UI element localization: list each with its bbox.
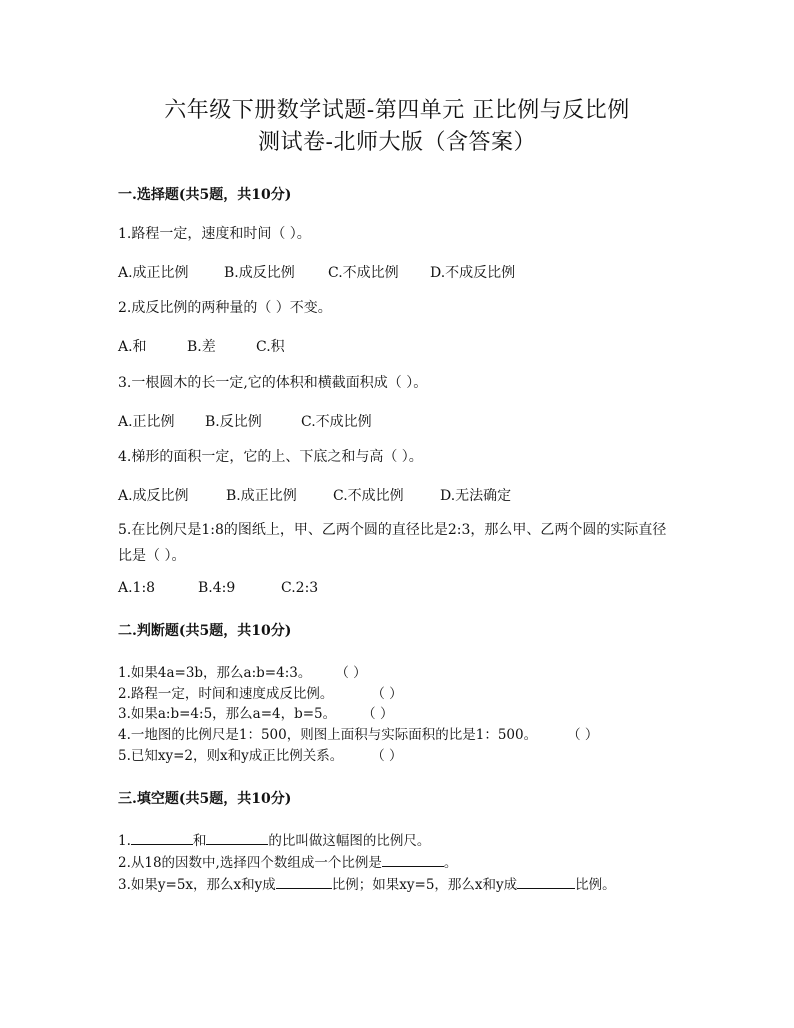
answer-paren: （ ） (362, 706, 394, 722)
judge-text: 1.如果4a=3b，那么a:b=4:3。 (118, 665, 312, 681)
judge-text: 4.一地图的比例尺是1：500，则图上面积与实际面积的比是1：500。 (118, 727, 538, 743)
judge-text: 2.路程一定，时间和速度成反比例。 (118, 686, 334, 702)
question-3-options (118, 411, 372, 431)
answer-blank (382, 852, 444, 867)
option: A.正比例 (118, 414, 175, 430)
judge-item-3 (118, 702, 393, 722)
question-5: 5.在比例尺是1:8的图纸上，甲、乙两个圆的直径比是2:3，那么甲、乙两个圆的实际直径比是（ ）。 (118, 522, 667, 564)
fill-text: 。 (443, 855, 458, 871)
answer-blank (276, 874, 332, 889)
option: D.不成反比例 (430, 265, 516, 281)
answer-blank (131, 830, 193, 845)
fill-text: 3.如果y=5x，那么x和y成 (118, 877, 276, 893)
question-2-options (118, 336, 285, 356)
option: C.2:3 (281, 580, 319, 596)
option: B.成反比例 (224, 265, 295, 281)
answer-paren: （ ） (371, 686, 403, 702)
answer-paren: （ ） (567, 727, 599, 743)
judge-text: 3.如果a:b=4:5，那么a=4，b=5。 (118, 706, 337, 722)
fill-text: 和 (192, 833, 207, 849)
section-heading-fill: 三.填空题(共5题，共10分) (118, 791, 292, 807)
judge-item-2 (118, 682, 403, 702)
title-line-1: 六年级下册数学试题-第四单元 正比例与反比例 (164, 98, 630, 123)
option: C.不成比例 (333, 488, 404, 504)
fill-text: 2.从18的因数中,选择四个数组成一个比例是 (118, 855, 382, 871)
fill-num: 1. (118, 833, 131, 849)
fill-item-2 (118, 851, 457, 871)
judge-item-1 (118, 661, 367, 681)
answer-paren: （ ） (371, 748, 403, 764)
option: B.反比例 (205, 414, 262, 430)
question-1: 1.路程一定，速度和时间（ ）。 (118, 226, 311, 242)
option: A.和 (118, 339, 147, 355)
fill-text: 比例；如果xy=5，那么x和y成 (331, 877, 518, 893)
question-4: 4.梯形的面积一定，它的上、下底之和与高（ ）。 (118, 449, 423, 465)
question-5-options (118, 580, 318, 596)
option: D.无法确定 (440, 488, 512, 504)
judge-item-4 (118, 723, 598, 743)
judge-text: 5.已知xy=2，则x和y成正比例关系。 (118, 748, 344, 764)
option: A.1:8 (118, 580, 156, 596)
option: B.成正比例 (226, 488, 297, 504)
option: C.不成比例 (301, 414, 372, 430)
option: C.不成比例 (328, 265, 399, 281)
option: C.积 (256, 339, 285, 355)
option: B.4:9 (198, 580, 236, 596)
question-1-options (118, 262, 515, 282)
title-line-2: 测试卷-北师大版（含答案） (258, 130, 536, 155)
judge-item-5 (118, 744, 403, 764)
question-4-options (118, 485, 511, 505)
answer-paren: （ ） (335, 665, 367, 681)
section-heading-judge: 二.判断题(共5题，共10分) (118, 623, 292, 639)
fill-text: 的比叫做这幅图的比例尺。 (268, 833, 431, 849)
question-2: 2.成反比例的两种量的（ ）不变。 (118, 300, 332, 316)
fill-text: 比例。 (575, 877, 616, 893)
answer-blank (517, 874, 575, 889)
question-3: 3.一根圆木的长一定,它的体积和横截面积成（ ）。 (118, 375, 428, 391)
option: B.差 (187, 339, 216, 355)
option: A.成正比例 (118, 265, 189, 281)
fill-item-1 (118, 829, 430, 849)
answer-blank (206, 830, 268, 845)
section-heading-choice: 一.选择题(共5题，共10分) (118, 187, 292, 203)
fill-item-3 (118, 873, 616, 893)
option: A.成反比例 (118, 488, 189, 504)
